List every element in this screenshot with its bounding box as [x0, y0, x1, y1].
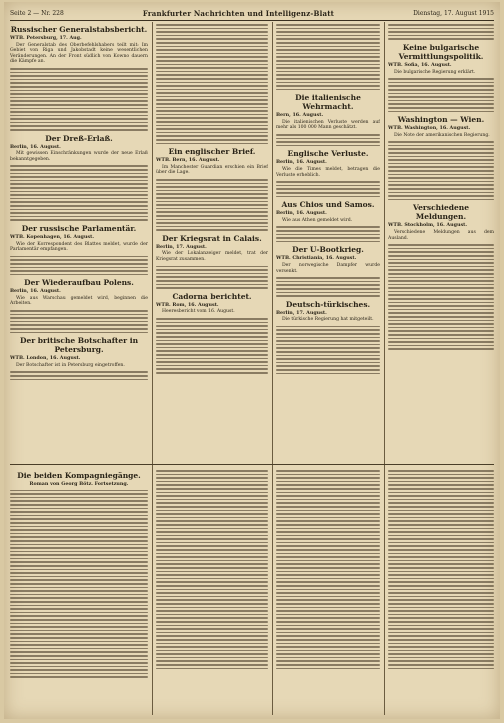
article-body: Der Botschafter ist in Petersburg eingetroffen.: [16, 362, 125, 368]
dateline: WTB. Kopenhagen, 16. August.: [10, 233, 94, 240]
text-block: [276, 134, 380, 146]
headline: Die italienische Wehrmacht.: [295, 93, 361, 112]
headline: Der britische Botschafter in Petersburg.: [19, 336, 139, 355]
article-body: Wie die Times meldet, betragen die Verluste erheblich.: [276, 167, 380, 178]
text-block: [156, 266, 268, 289]
dateline: WTB. Petersburg, 17. Aug.: [10, 35, 82, 41]
dateline: Berlin, 16. August.: [276, 159, 327, 166]
headline: Verschiedene Meldungen.: [413, 203, 469, 222]
article-body: Wie aus Athen gemeldet wird.: [282, 217, 353, 223]
headline: Der U-Bootkrieg.: [292, 245, 364, 255]
article-body: Die Note der amerikanischen Regierung.: [394, 132, 490, 138]
article-body: Wie aus Warschau gemeldet wird, beginnen die Arbeiten.: [10, 295, 148, 307]
text-block: [276, 226, 380, 242]
dateline: WTB. Stockholm, 16. August.: [388, 222, 468, 229]
text-block: [276, 326, 380, 374]
text-block: [276, 277, 380, 297]
column-4: [388, 22, 494, 462]
text-block: [388, 244, 494, 350]
text-block: [276, 181, 380, 197]
headline: Cadorna berichtet.: [172, 291, 252, 301]
text-block: [10, 371, 148, 380]
column-rule: [152, 22, 153, 715]
text-block: [156, 318, 268, 374]
newspaper-title: Frankfurter Nachrichten und Intelligenz-Blatt: [142, 8, 335, 18]
article-body: Die bulgarische Regierung erklärt.: [394, 69, 476, 75]
headline: Deutsch-türkisches.: [285, 299, 371, 309]
article-body: Heeresbericht vom 16. August.: [162, 309, 235, 315]
headline: Englische Verluste.: [287, 149, 369, 159]
dateline: WTB. Christiania, 16. August.: [276, 255, 357, 262]
text-block: [10, 165, 148, 221]
text-block: [156, 179, 268, 231]
text-block: [10, 490, 148, 678]
headline: Ein englischer Brief.: [168, 147, 256, 157]
headline: Keine bulgarische Vermittlungspolitik.: [398, 42, 484, 61]
newspaper-page: [4, 2, 500, 719]
dateline: Berlin, 17. August.: [276, 309, 327, 316]
headline: Der Kriegsrat in Calais.: [162, 233, 262, 243]
dateline: WTB. Bern, 16. August.: [156, 157, 220, 164]
article-body: Wie der Korrespondent des Blattes meldet, wurde der Parlamentär empfangen.: [10, 241, 148, 253]
column-rule: [384, 22, 385, 715]
dateline: Bern, 16. August.: [276, 112, 324, 119]
headline: Washington — Wien.: [397, 115, 485, 125]
dateline: Berlin, 17. August.: [156, 243, 207, 250]
article-body: Die italienischen Verluste werden auf mehr als 100 000 Mann geschätzt.: [276, 119, 380, 131]
headline: Der Dreß-Erlaß.: [45, 133, 113, 143]
text-block: [10, 68, 148, 131]
text-block: [276, 24, 380, 90]
article-body: Verschiedene Meldungen aus dem Ausland.: [388, 229, 494, 241]
dateline: WTB. Rom, 16. August.: [156, 301, 219, 308]
text-block: [388, 470, 494, 669]
columns: [10, 22, 494, 715]
article-body: Im Manchester Guardian erschien ein Brief über die Lage.: [156, 164, 268, 176]
headline: Der Wiederaufbau Polens.: [24, 278, 134, 288]
page-number: Seite 2 — Nr. 228: [10, 9, 64, 17]
article-body: Der Generalstab des Oberbefehlshabers teilt mit: Im Gebiet von Riga und Jakobstadt keine wesentlichen Veränderungen. An der Front südlich von Kowno dauern die Kämpfe an.: [10, 42, 148, 65]
article-body: Die türkische Regierung hat mitgeteilt.: [282, 317, 374, 323]
article-body: Der norwegische Dampfer wurde versenkt.: [276, 262, 380, 274]
text-block: [156, 470, 268, 669]
masthead: [10, 6, 494, 21]
headline: Russischer Generalstabsbericht.: [10, 25, 148, 34]
text-block: [156, 24, 268, 144]
text-block: [10, 310, 148, 333]
text-block: [388, 141, 494, 200]
column-rule: [272, 22, 273, 715]
serial-column: [10, 468, 148, 715]
section-rule: [152, 464, 494, 465]
headline: Aus Chios und Samos.: [281, 200, 375, 210]
serial-continuation: [388, 468, 494, 715]
headline: Die beiden Kompagniegänge.: [17, 471, 141, 480]
text-block: [388, 78, 494, 112]
text-block: [276, 470, 380, 669]
article-body: Mit gewissen Einschränkungen wurde der neue Erlaß bekanntgegeben.: [10, 151, 148, 162]
column-2: [156, 22, 268, 462]
column-1: [10, 22, 148, 462]
serial-continuation: [276, 468, 380, 715]
dateline: WTB. Sofia, 16. August.: [388, 61, 452, 68]
column-3: [276, 22, 380, 462]
dateline: Berlin, 16. August.: [276, 210, 327, 217]
text-block: [388, 24, 494, 40]
dateline: Berlin, 16. August.: [10, 288, 61, 295]
article-body: Wie der Lokalanzeiger meldet, trat der Kriegsrat zusammen.: [156, 251, 268, 263]
byline: Roman von Georg Bötz. Fortsetzung.: [29, 481, 129, 487]
section-rule: [10, 464, 152, 465]
dateline: WTB. Washington, 16. August.: [388, 125, 471, 132]
serial-continuation: [156, 468, 268, 715]
headline: Der russische Parlamentär.: [21, 223, 137, 233]
issue-date: Dienstag, 17. August 1915: [413, 9, 494, 17]
text-block: [10, 256, 148, 276]
dateline: WTB. London, 16. August.: [10, 355, 81, 362]
dateline: Berlin, 16. August.: [10, 143, 61, 150]
